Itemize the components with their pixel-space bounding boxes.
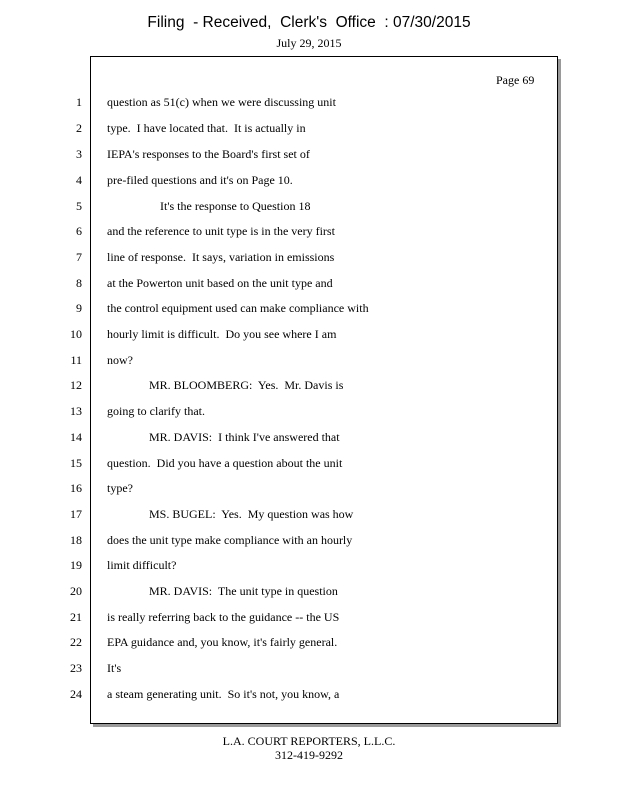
line-number: 19 — [70, 558, 82, 572]
line-text: going to clarify that. — [107, 404, 205, 418]
line-number: 13 — [70, 404, 82, 418]
transcript-line — [0, 558, 618, 584]
transcript-line — [0, 224, 618, 250]
transcript-line — [0, 404, 618, 430]
line-number: 7 — [76, 250, 82, 264]
line-text: limit difficult? — [107, 558, 177, 572]
line-text: It's — [107, 661, 122, 675]
transcript-line — [0, 430, 618, 456]
line-text: and the reference to unit type is in the very first — [107, 224, 335, 238]
transcript-line — [0, 481, 618, 507]
transcript-line — [0, 635, 618, 661]
line-number: 11 — [70, 353, 82, 367]
line-number: 20 — [70, 584, 82, 598]
transcript-line — [0, 276, 618, 302]
transcript-line — [0, 250, 618, 276]
line-number: 6 — [76, 224, 82, 238]
line-number: 9 — [76, 301, 82, 315]
line-text: question as 51(c) when we were discussing unit — [107, 95, 336, 109]
line-text: type. I have located that. It is actually in — [107, 121, 306, 135]
line-text: IEPA's responses to the Board's first set of — [107, 147, 310, 161]
line-text: line of response. It says, variation in emissions — [107, 250, 335, 264]
transcript-date: July 29, 2015 — [276, 36, 342, 50]
court-reporter-phone: 312-419-9292 — [275, 748, 343, 762]
transcript-line — [0, 121, 618, 147]
court-reporter-name: L.A. COURT REPORTERS, L.L.C. — [222, 734, 396, 748]
line-text: at the Powerton unit based on the unit type and — [107, 276, 333, 290]
line-number: 22 — [70, 635, 82, 649]
line-number: 21 — [70, 610, 82, 624]
line-text: pre-filed questions and it's on Page 10. — [107, 173, 293, 187]
line-number: 4 — [76, 173, 82, 187]
line-text: type? — [107, 481, 133, 495]
page-number: Page 69 — [496, 73, 535, 87]
line-number: 14 — [70, 430, 82, 444]
transcript-line — [0, 95, 618, 121]
line-text: the control equipment used can make compliance with — [107, 301, 369, 315]
transcript-line — [0, 301, 618, 327]
transcript-line — [0, 610, 618, 636]
line-number: 5 — [76, 199, 82, 213]
line-number: 3 — [76, 147, 82, 161]
line-number: 17 — [70, 507, 82, 521]
line-number: 10 — [70, 327, 82, 341]
line-text: It's the response to Question 18 — [160, 199, 311, 213]
line-text: a steam generating unit. So it's not, you know, a — [107, 687, 340, 701]
line-number: 1 — [76, 95, 82, 109]
line-text: MS. BUGEL: Yes. My question was how — [149, 507, 354, 521]
line-text: question. Did you have a question about the unit — [107, 456, 343, 470]
line-text: MR. DAVIS: The unit type in question — [149, 584, 338, 598]
line-text: is really referring back to the guidance -- the US — [107, 610, 340, 624]
transcript-line — [0, 147, 618, 173]
line-text: EPA guidance and, you know, it's fairly general. — [107, 635, 338, 649]
transcript-line — [0, 507, 618, 533]
transcript-line — [0, 661, 618, 687]
filing-stamp: Filing - Received, Clerk's Office : 07/30/2015 — [147, 14, 471, 31]
transcript-line — [0, 327, 618, 353]
line-number: 24 — [70, 687, 82, 701]
line-number: 16 — [70, 481, 82, 495]
transcript-line — [0, 199, 618, 225]
transcript-line — [0, 456, 618, 482]
line-text: now? — [107, 353, 133, 367]
line-number: 12 — [70, 378, 82, 392]
line-text: hourly limit is difficult. Do you see where I am — [107, 327, 337, 341]
line-number: 2 — [76, 121, 82, 135]
transcript-line — [0, 533, 618, 559]
transcript-line — [0, 173, 618, 199]
transcript-line — [0, 687, 618, 713]
line-text: does the unit type make compliance with an hourly — [107, 533, 353, 547]
line-number: 23 — [70, 661, 82, 675]
transcript-line — [0, 584, 618, 610]
line-number: 15 — [70, 456, 82, 470]
line-number: 8 — [76, 276, 82, 290]
line-number: 18 — [70, 533, 82, 547]
transcript-line — [0, 378, 618, 404]
line-text: MR. DAVIS: I think I've answered that — [149, 430, 340, 444]
transcript-line — [0, 353, 618, 379]
line-text: MR. BLOOMBERG: Yes. Mr. Davis is — [149, 378, 344, 392]
